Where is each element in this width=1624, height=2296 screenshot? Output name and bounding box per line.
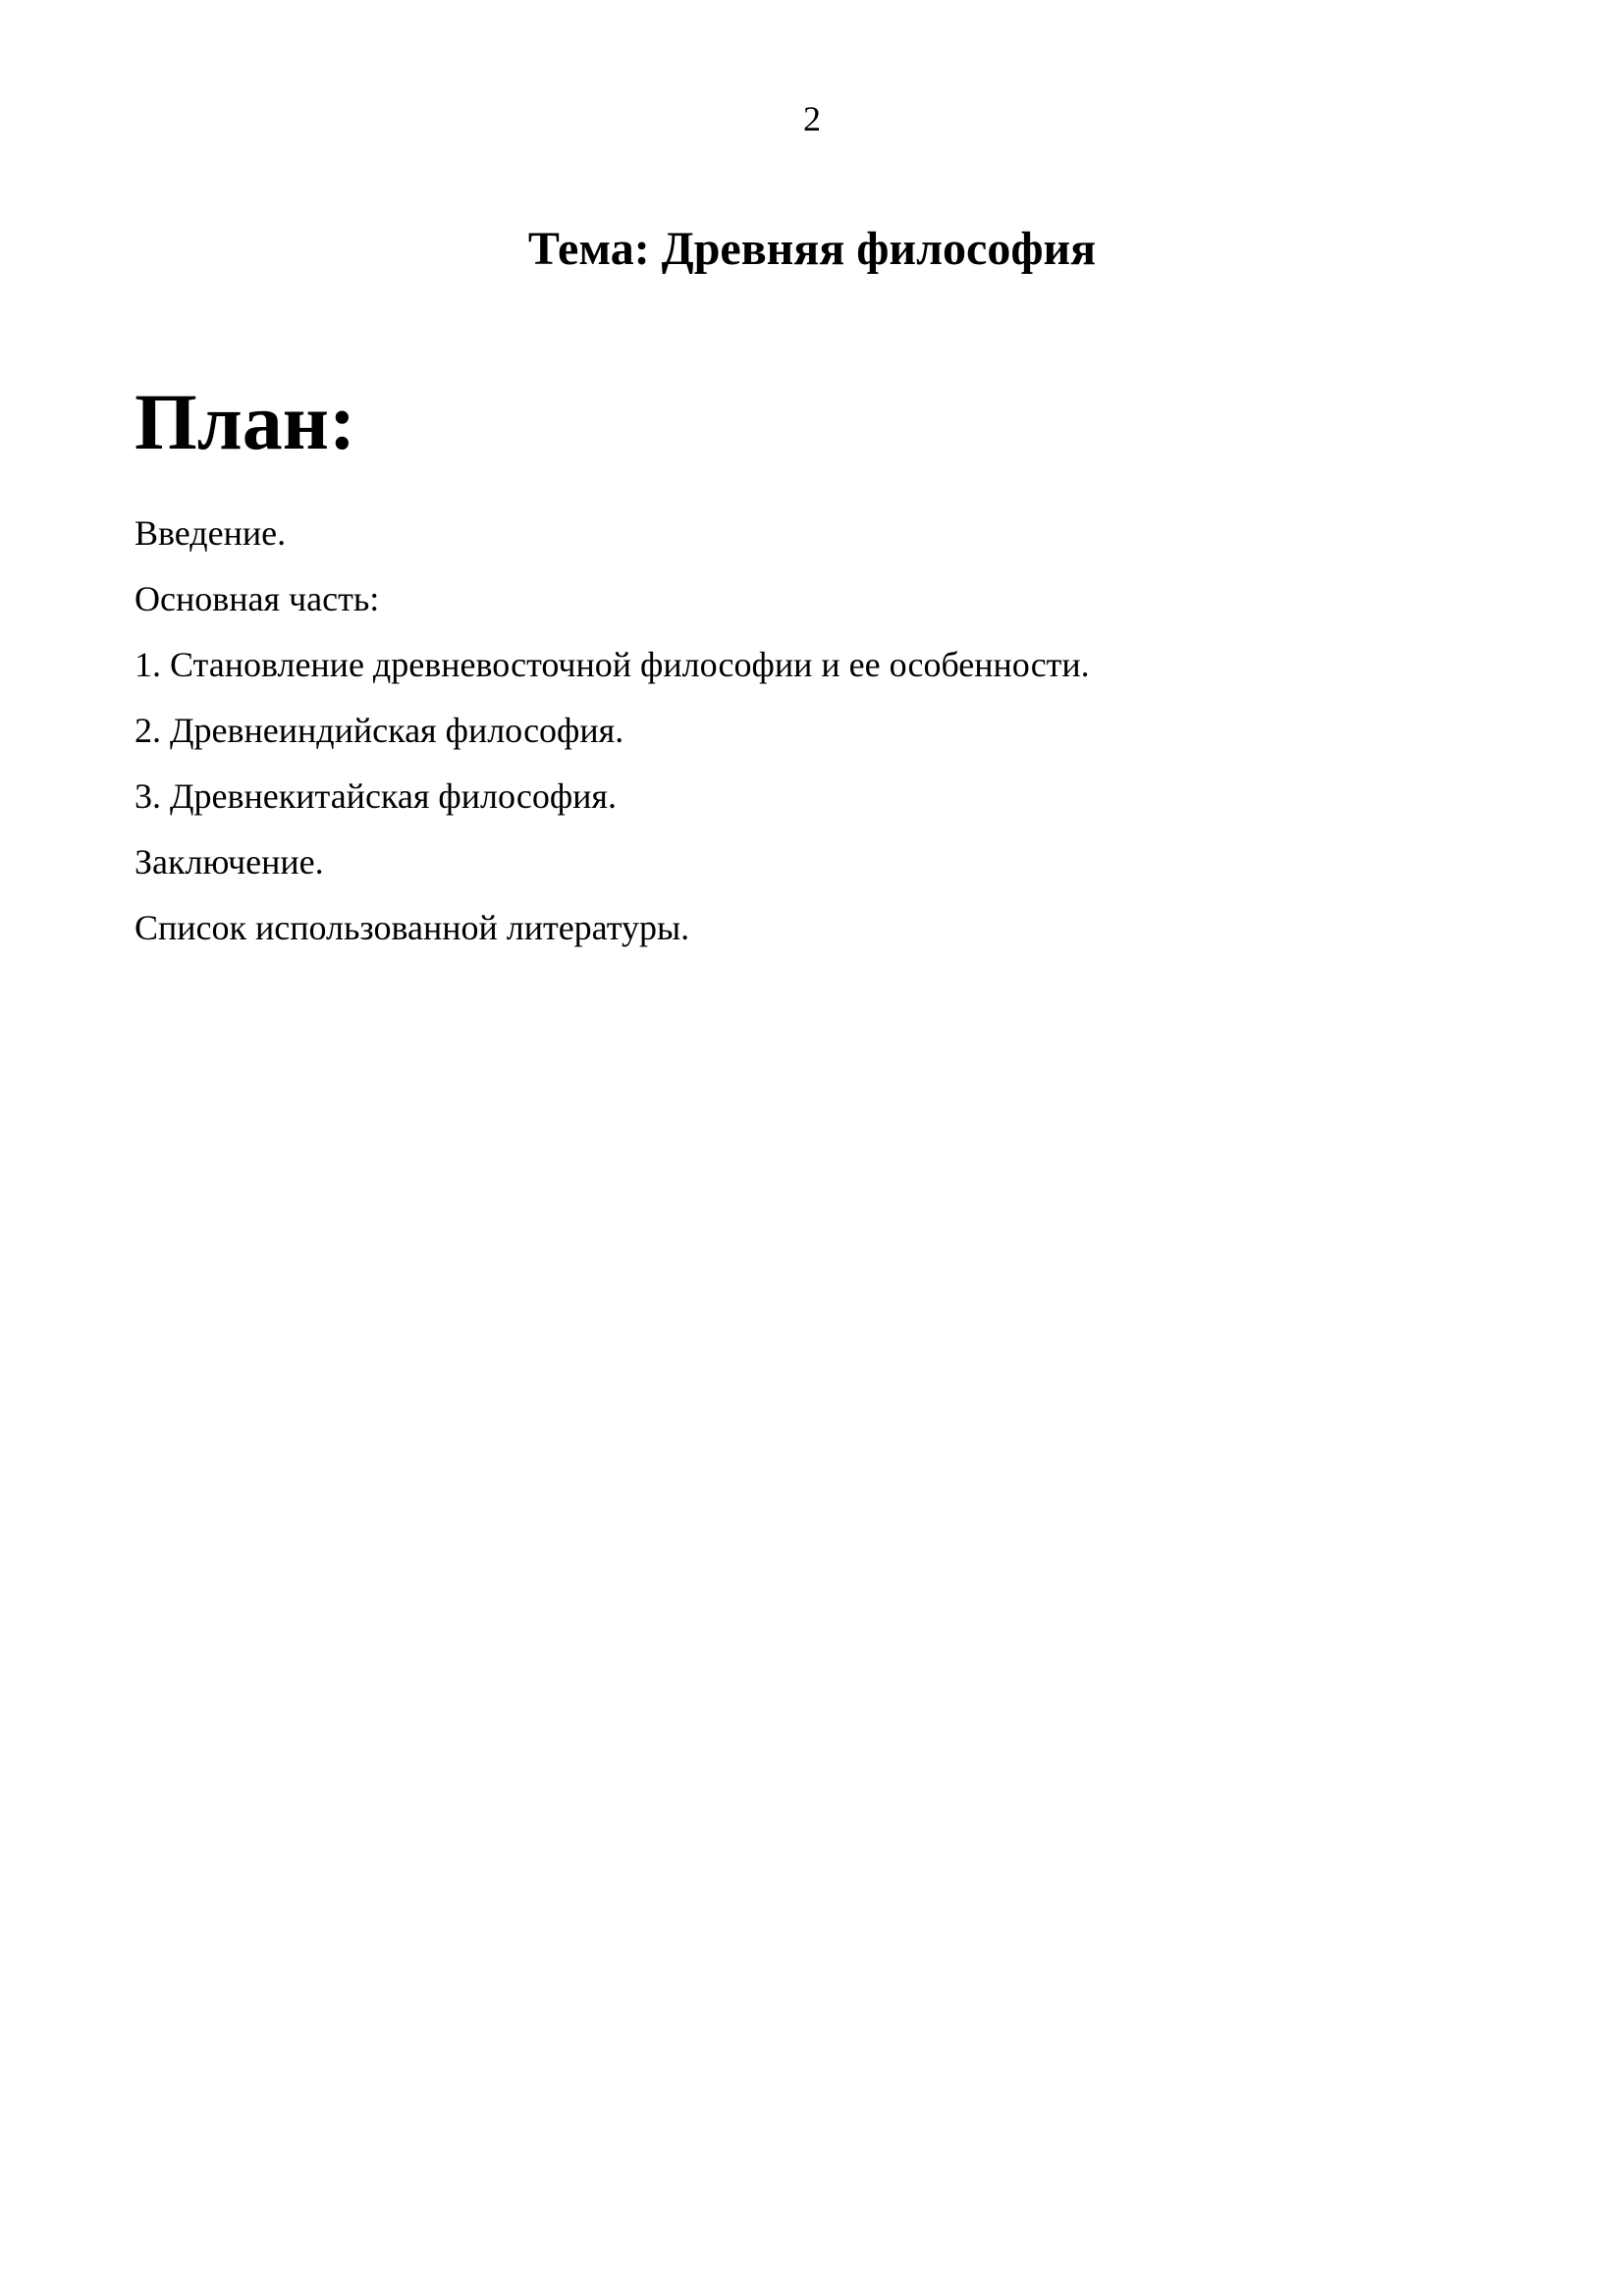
plan-item-1: 1. Становление древневосточной философии и ее особенности. bbox=[135, 645, 1090, 684]
plan-heading: План: bbox=[135, 377, 356, 466]
plan-item-main-part: Основная часть: bbox=[135, 579, 380, 618]
topic-title: Тема: Древняя философия bbox=[527, 223, 1097, 275]
plan-item-introduction: Введение. bbox=[135, 513, 287, 553]
plan-item-references: Список использованной литературы. bbox=[135, 908, 690, 947]
page-number: 2 bbox=[803, 99, 821, 138]
plan-item-3: 3. Древнекитайская философия. bbox=[135, 776, 617, 816]
plan-list bbox=[135, 501, 1090, 961]
plan-item-conclusion: Заключение. bbox=[135, 842, 324, 881]
plan-item-2: 2. Древнеиндийская философия. bbox=[135, 711, 624, 750]
